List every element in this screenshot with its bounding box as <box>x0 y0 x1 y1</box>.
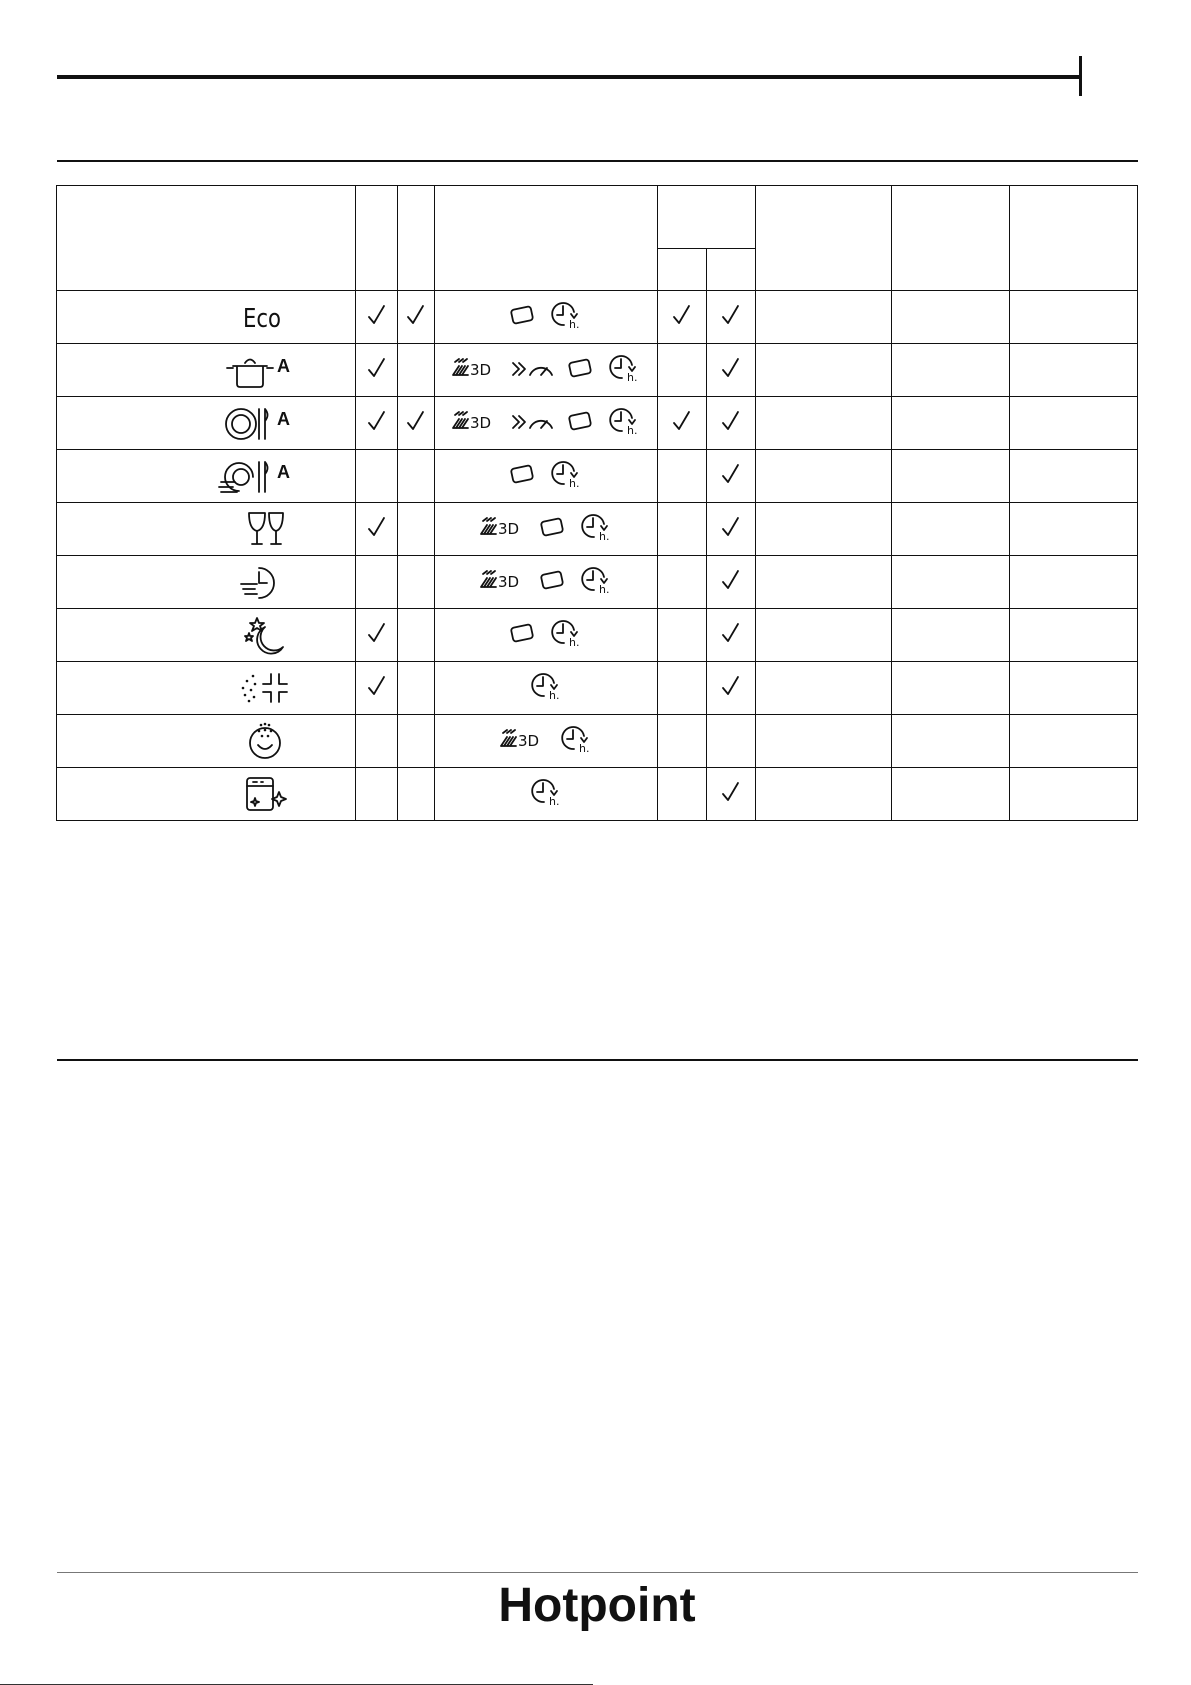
program-cell <box>57 291 356 344</box>
program-cell <box>57 715 356 768</box>
col-f-cell <box>892 662 1010 715</box>
tablet-icon <box>566 356 594 385</box>
col-d2-cell <box>707 556 756 609</box>
col-e-cell <box>756 291 892 344</box>
svg-text:3D: 3D <box>470 413 492 432</box>
checkmark-icon <box>720 579 742 596</box>
col-f-cell <box>892 556 1010 609</box>
pot-auto-icon <box>57 350 355 390</box>
header-col-g <box>1010 186 1138 291</box>
program-cell <box>57 503 356 556</box>
svg-text:A: A <box>277 409 290 429</box>
col-a-cell <box>356 291 398 344</box>
header-col-d1 <box>658 249 707 291</box>
col-f-cell <box>892 503 1010 556</box>
col-b-cell <box>398 715 435 768</box>
checkmark-icon <box>720 473 742 490</box>
options-cell <box>435 556 658 609</box>
col-g-cell <box>1010 450 1138 503</box>
table-row <box>57 715 1138 768</box>
delay-timer-icon <box>606 353 642 388</box>
col-d1-cell <box>658 662 707 715</box>
svg-text:A: A <box>277 356 290 376</box>
program-cell <box>57 662 356 715</box>
header-col-e <box>756 186 892 291</box>
col-d1-cell <box>658 450 707 503</box>
col-d2-cell <box>707 662 756 715</box>
col-d1-cell <box>658 291 707 344</box>
checkmark-icon <box>720 791 742 808</box>
checkmark-icon <box>366 367 388 384</box>
checkmark-icon <box>671 420 693 437</box>
top-rule <box>57 75 1080 79</box>
col-e-cell <box>756 662 892 715</box>
checkmark-icon <box>720 314 742 331</box>
checkmark-icon <box>720 420 742 437</box>
compact-rinse-icon <box>57 668 355 708</box>
col-b-cell <box>398 344 435 397</box>
options-cell <box>435 344 658 397</box>
checkmark-icon <box>720 632 742 649</box>
col-g-cell <box>1010 768 1138 821</box>
delay-timer-icon <box>548 459 584 494</box>
header-options <box>435 186 658 291</box>
tablet-icon <box>508 621 536 650</box>
header-col-d <box>658 186 756 249</box>
table-row <box>57 291 1138 344</box>
col-d1-cell <box>658 503 707 556</box>
3d-zone-wash-icon <box>498 727 546 756</box>
checkmark-icon <box>366 314 388 331</box>
col-f-cell <box>892 397 1010 450</box>
program-cell <box>57 450 356 503</box>
col-g-cell <box>1010 344 1138 397</box>
col-a-cell <box>356 768 398 821</box>
col-g-cell <box>1010 556 1138 609</box>
col-e-cell <box>756 397 892 450</box>
col-b-cell <box>398 450 435 503</box>
col-e-cell <box>756 609 892 662</box>
svg-text:h.: h. <box>599 582 610 595</box>
3d-zone-wash-icon <box>450 356 498 385</box>
checkmark-icon <box>366 632 388 649</box>
turbo-icon <box>510 356 554 385</box>
col-f-cell <box>892 291 1010 344</box>
checkmark-icon <box>720 526 742 543</box>
col-a-cell <box>356 715 398 768</box>
night-moon-icon <box>57 615 355 655</box>
program-cell <box>57 344 356 397</box>
delay-timer-icon <box>548 300 584 335</box>
col-b-cell <box>398 662 435 715</box>
col-a-cell <box>356 397 398 450</box>
svg-text:h.: h. <box>627 423 638 436</box>
col-g-cell <box>1010 662 1138 715</box>
options-cell <box>435 291 658 344</box>
eco-text-icon <box>57 297 355 337</box>
col-d1-cell <box>658 768 707 821</box>
section-rule-top <box>57 160 1138 162</box>
3d-zone-wash-icon <box>450 409 498 438</box>
col-e-cell <box>756 556 892 609</box>
delay-timer-icon <box>528 777 564 812</box>
checkmark-icon <box>366 420 388 437</box>
checkmark-icon <box>405 314 427 331</box>
header-col-d2 <box>707 249 756 291</box>
col-f-cell <box>892 344 1010 397</box>
3d-zone-wash-icon <box>478 515 526 544</box>
tablet-icon <box>508 303 536 332</box>
checkmark-icon <box>720 367 742 384</box>
svg-text:h.: h. <box>579 741 590 754</box>
options-cell <box>435 715 658 768</box>
col-f-cell <box>892 768 1010 821</box>
svg-text:h.: h. <box>627 370 638 383</box>
svg-text:h.: h. <box>569 635 580 648</box>
col-e-cell <box>756 450 892 503</box>
table-row <box>57 397 1138 450</box>
svg-text:Hotpoint: Hotpoint <box>498 1579 696 1632</box>
delay-timer-icon <box>548 618 584 653</box>
col-d2-cell <box>707 450 756 503</box>
col-b-cell <box>398 609 435 662</box>
col-d2-cell <box>707 768 756 821</box>
header-col-b <box>398 186 435 291</box>
hotpoint-logo <box>481 1578 713 1638</box>
col-g-cell <box>1010 609 1138 662</box>
delay-timer-icon <box>578 565 614 600</box>
col-b-cell <box>398 768 435 821</box>
hygiene-steam-icon <box>57 721 355 761</box>
col-g-cell <box>1010 397 1138 450</box>
col-b-cell <box>398 291 435 344</box>
col-e-cell <box>756 344 892 397</box>
svg-text:Eco: Eco <box>243 304 281 334</box>
col-f-cell <box>892 450 1010 503</box>
options-cell <box>435 768 658 821</box>
col-d1-cell <box>658 715 707 768</box>
col-a-cell <box>356 662 398 715</box>
col-a-cell <box>356 450 398 503</box>
svg-text:h.: h. <box>599 529 610 542</box>
col-e-cell <box>756 503 892 556</box>
svg-text:h.: h. <box>549 688 560 701</box>
svg-text:3D: 3D <box>498 519 520 538</box>
col-d2-cell <box>707 609 756 662</box>
wine-glasses-icon <box>57 509 355 549</box>
col-b-cell <box>398 556 435 609</box>
col-d2-cell <box>707 344 756 397</box>
program-cell <box>57 768 356 821</box>
turbo-icon <box>510 409 554 438</box>
options-cell <box>435 503 658 556</box>
col-d2-cell <box>707 503 756 556</box>
table-row <box>57 768 1138 821</box>
table-row <box>57 344 1138 397</box>
table-row <box>57 556 1138 609</box>
top-rule-tick <box>1079 56 1082 96</box>
tablet-icon <box>566 409 594 438</box>
svg-text:3D: 3D <box>470 360 492 379</box>
delay-timer-icon <box>528 671 564 706</box>
checkmark-icon <box>405 420 427 437</box>
quick-wash-icon <box>57 562 355 602</box>
svg-text:h.: h. <box>549 794 560 807</box>
table-row <box>57 609 1138 662</box>
svg-text:3D: 3D <box>518 731 540 750</box>
program-cell <box>57 609 356 662</box>
machine-care-icon <box>57 774 355 814</box>
table-row <box>57 503 1138 556</box>
delay-timer-icon <box>558 724 594 759</box>
col-a-cell <box>356 556 398 609</box>
tablet-icon <box>538 515 566 544</box>
col-f-cell <box>892 609 1010 662</box>
col-b-cell <box>398 503 435 556</box>
options-cell <box>435 450 658 503</box>
3d-zone-wash-icon <box>478 568 526 597</box>
checkmark-icon <box>366 685 388 702</box>
col-d1-cell <box>658 344 707 397</box>
header-program <box>57 186 356 291</box>
table-row <box>57 450 1138 503</box>
col-d1-cell <box>658 556 707 609</box>
options-cell <box>435 609 658 662</box>
col-d2-cell <box>707 397 756 450</box>
program-table <box>56 185 1138 821</box>
options-cell <box>435 662 658 715</box>
header-col-a <box>356 186 398 291</box>
checkmark-icon <box>366 526 388 543</box>
checkmark-icon <box>720 685 742 702</box>
tablet-icon <box>538 568 566 597</box>
plate-cutlery-auto-icon <box>57 403 355 443</box>
col-g-cell <box>1010 503 1138 556</box>
delay-timer-icon <box>578 512 614 547</box>
col-d2-cell <box>707 715 756 768</box>
section-rule-middle <box>57 1059 1138 1061</box>
fast-plate-cutlery-auto-icon <box>57 456 355 496</box>
svg-text:A: A <box>277 462 290 482</box>
col-e-cell <box>756 768 892 821</box>
checkmark-icon <box>671 314 693 331</box>
col-g-cell <box>1010 291 1138 344</box>
header-col-f <box>892 186 1010 291</box>
tablet-icon <box>508 462 536 491</box>
program-cell <box>57 556 356 609</box>
col-d2-cell <box>707 291 756 344</box>
col-d1-cell <box>658 397 707 450</box>
col-a-cell <box>356 609 398 662</box>
col-g-cell <box>1010 715 1138 768</box>
svg-text:h.: h. <box>569 476 580 489</box>
footer-rule <box>57 1572 1138 1573</box>
table-row <box>57 662 1138 715</box>
col-a-cell <box>356 344 398 397</box>
col-b-cell <box>398 397 435 450</box>
col-e-cell <box>756 715 892 768</box>
col-f-cell <box>892 715 1010 768</box>
svg-text:3D: 3D <box>498 572 520 591</box>
options-cell <box>435 397 658 450</box>
program-cell <box>57 397 356 450</box>
col-d1-cell <box>658 609 707 662</box>
col-a-cell <box>356 503 398 556</box>
svg-text:h.: h. <box>569 317 580 330</box>
delay-timer-icon <box>606 406 642 441</box>
